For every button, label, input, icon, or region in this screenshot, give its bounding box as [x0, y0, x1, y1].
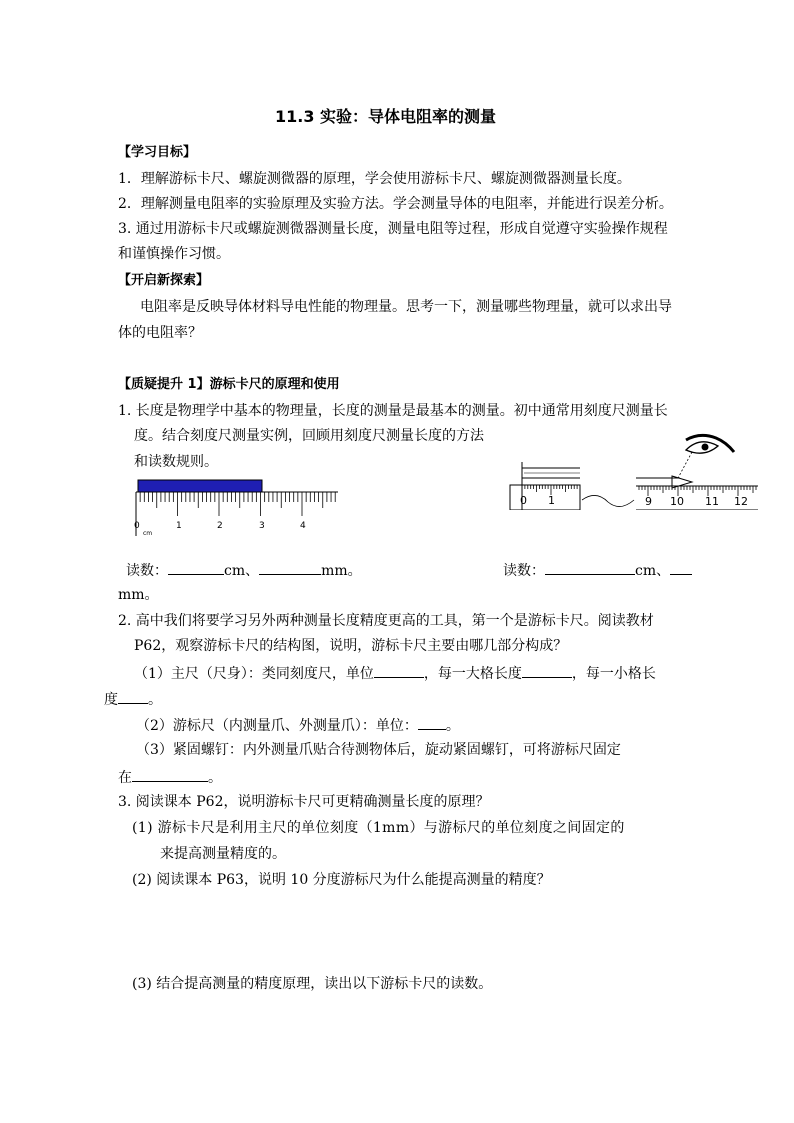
lock-screw-blank[interactable]: [132, 767, 208, 782]
break-mark: [582, 495, 634, 506]
q2-vernier-scale: [136, 715, 460, 735]
reading-right: [503, 560, 692, 580]
q3-2-line: (2) 阅读课本 P63，说明 10 分度游标尺为什么能提高测量的精度？: [132, 872, 551, 888]
new-exploration-heading: 【开启新探索】: [118, 273, 210, 288]
q2-lock-screw-cont-text-2: 。: [208, 770, 222, 786]
reading-left-blank-cm[interactable]: [168, 560, 224, 575]
q3-3-line: (3) 结合提高测量的精度原理，读出以下游标卡尺的读数。: [132, 976, 493, 992]
q2-lock-screw: （3）紧固螺钉：内外测量爪贴合待测物体后，旋动紧固螺钉，可将游标尺固定: [136, 742, 621, 758]
q1-line-1: 1. 长度是物理学中基本的物理量，长度的测量是最基本的测量。初中通常用刻度尺测量长: [118, 403, 668, 419]
goal-item-2: 2．理解测量电阻率的实验原理及实验方法。学会测量导体的电阻率，并能进行误差分析。: [118, 196, 673, 212]
learning-goals-heading: 【学习目标】: [118, 145, 197, 160]
q2-line-1: 2. 高中我们将要学习另外两种测量长度精度更高的工具，第一个是游标卡尺。阅读教材: [118, 613, 654, 629]
q2-lock-screw-cont-text-1: 在: [118, 770, 132, 786]
reading-right-label: 读数：: [503, 563, 545, 579]
reading-left-unit-cm: cm、: [224, 563, 260, 579]
reading-left-blank-mm[interactable]: [259, 560, 321, 575]
q2-main-scale-text-3: ，每一小格长: [571, 666, 656, 682]
eyebrow: [686, 435, 734, 452]
goal-item-1: 1．理解游标卡尺、螺旋测微器的原理，学会使用游标卡尺、螺旋测微器测量长度。: [118, 171, 631, 187]
main-scale-small-division-blank[interactable]: [118, 689, 148, 704]
goal-item-3-cont: 和谨慎操作习惯。: [118, 246, 230, 262]
ruler-2-label-10: 10: [670, 495, 684, 508]
q2-main-scale-cont-text-2: 。: [148, 692, 162, 708]
q2-line-2: P62，观察游标卡尺的结构图，说明，游标卡尺主要由哪几部分构成？: [134, 638, 568, 654]
ruler-1-unit: cm: [143, 530, 153, 537]
ruler-2-label-12: 12: [734, 495, 748, 508]
reading-left-label: 读数：: [126, 563, 168, 579]
vernier-heading: 【质疑提升 1】游标卡尺的原理和使用: [118, 377, 340, 392]
ruler-2-label-1: 1: [548, 494, 555, 507]
ruler-1-label-0: 0: [134, 521, 140, 531]
goal-item-3: 3. 通过用游标卡尺或螺旋测微器测量长度，测量电阻等过程，形成自觉遵守实验操作规程: [118, 221, 668, 237]
ruler-1-label-1: 1: [176, 521, 182, 531]
ruler-2-label-11: 11: [705, 495, 719, 508]
ruler-figure-2: [500, 430, 760, 510]
q2-main-scale: [134, 663, 656, 683]
page-title: 11.3 实验：导体电阻率的测量: [275, 107, 497, 126]
reading-right-unit-cm: cm、: [635, 563, 671, 579]
reading-left: [126, 560, 362, 580]
main-scale-unit-blank[interactable]: [374, 663, 424, 678]
q2-vernier-text-1: （2）游标尺（内测量爪、外测量爪）：单位：: [136, 718, 418, 734]
eye-pupil: [702, 444, 709, 451]
reading-right-cont: mm。: [118, 587, 159, 603]
vernier-unit-blank[interactable]: [418, 715, 446, 730]
q1-line-2: 度。结合刻度尺测量实例，回顾用刻度尺测量长度的方法: [134, 428, 484, 444]
q2-main-scale-cont-text-1: 度: [104, 692, 118, 708]
ruler-figure-1: [128, 478, 348, 538]
reading-right-blank-mm[interactable]: [670, 560, 692, 575]
measured-object-bar: [138, 480, 262, 492]
ruler-1-label-3: 3: [259, 521, 265, 531]
q2-main-scale-cont: [104, 689, 162, 709]
q3-1-line: (1) 游标卡尺是利用主尺的单位刻度（1mm）与游标尺的单位刻度之间固定的: [132, 820, 625, 836]
sight-line: [678, 452, 692, 478]
exploration-line-1: 电阻率是反映导体材料导电性能的物理量。思考一下，测量哪些物理量，就可以求出导: [140, 299, 672, 315]
ruler-1-label-4: 4: [300, 521, 306, 531]
q3-line: 3. 阅读课本 P62，说明游标卡尺可更精确测量长度的原理？: [118, 794, 490, 810]
reading-left-unit-mm: mm。: [321, 563, 362, 579]
exploration-line-2: 体的电阻率？: [118, 325, 202, 341]
q2-main-scale-text-1: （1）主尺（尺身）：类同刻度尺，单位: [134, 666, 374, 682]
reading-right-blank-cm[interactable]: [545, 560, 635, 575]
ruler-2-label-0: 0: [520, 494, 527, 507]
q2-main-scale-text-2: ，每一大格长度: [423, 666, 522, 682]
ruler-1-label-2: 2: [217, 521, 223, 531]
q2-lock-screw-cont: [118, 767, 222, 787]
ruler-2-label-9: 9: [645, 495, 652, 508]
main-scale-large-division-blank[interactable]: [522, 663, 572, 678]
q3-1-line-cont: 来提高测量精度的。: [160, 846, 286, 862]
ruler-1-ticks: [136, 492, 335, 516]
q1-line-3: 和读数规则。: [134, 454, 218, 470]
q2-vernier-text-2: 。: [445, 718, 460, 734]
